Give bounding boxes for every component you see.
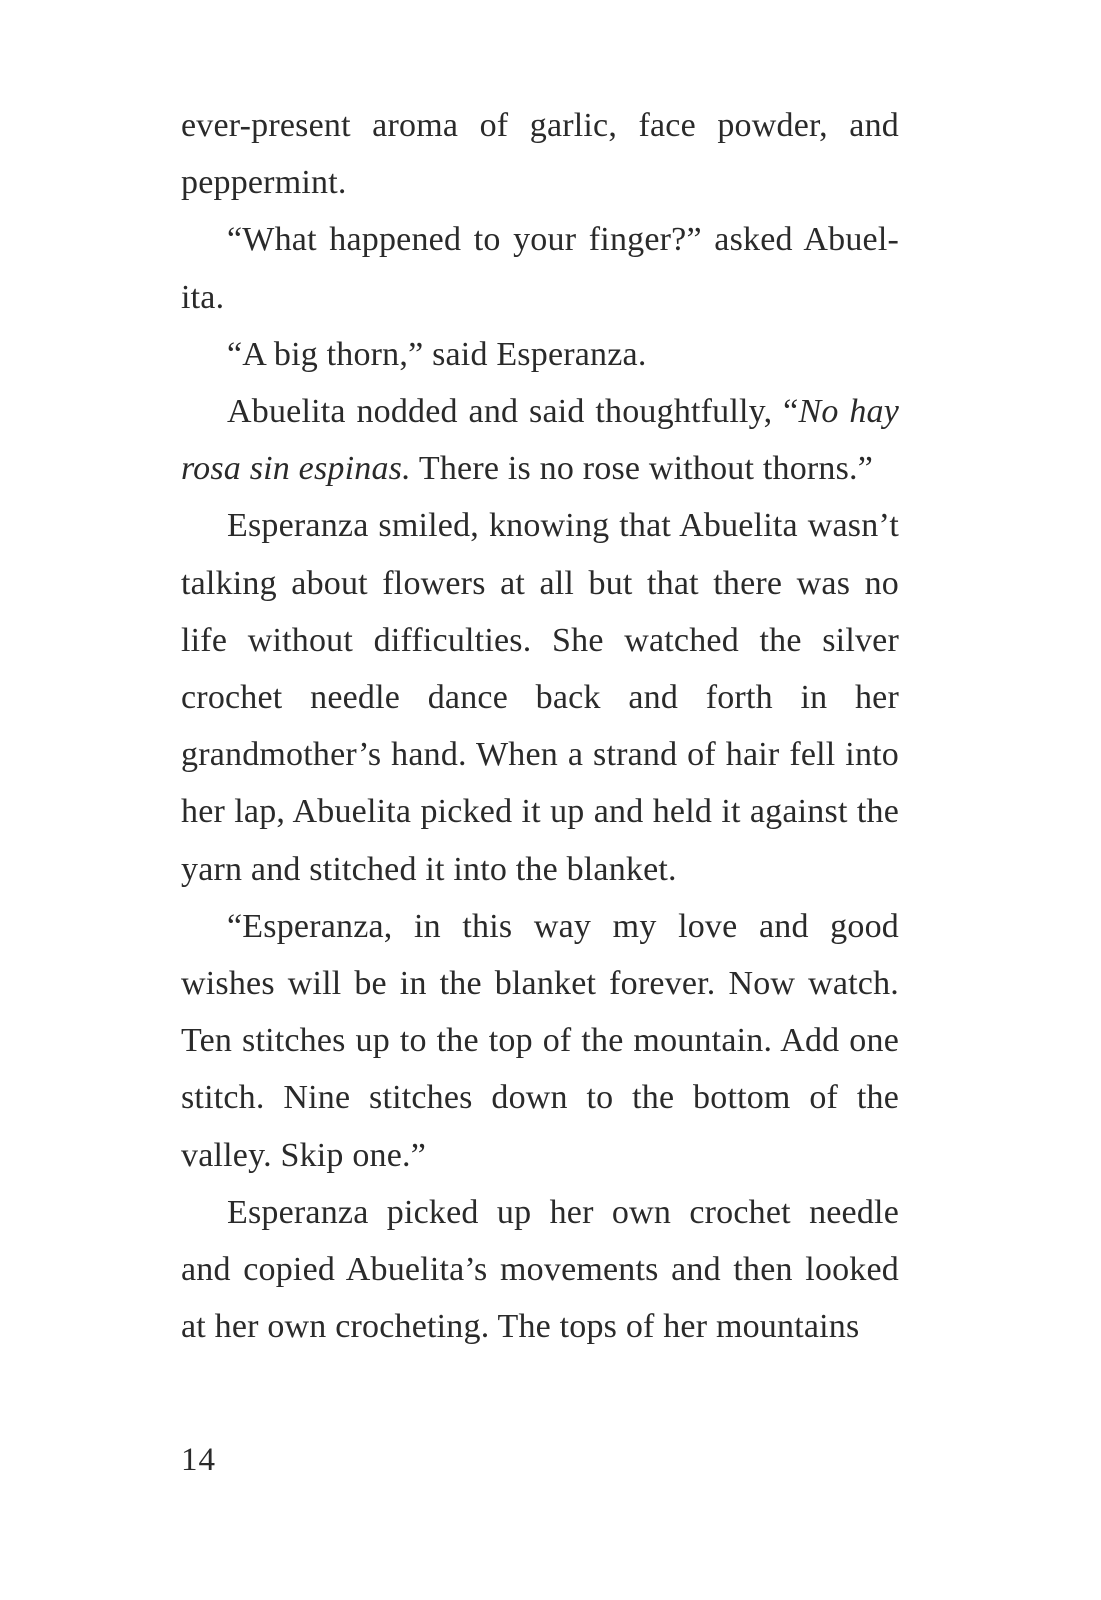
text-segment: Abuelita nodded and said thoughtfully, “ bbox=[227, 393, 799, 431]
paragraph-6 bbox=[181, 898, 899, 1184]
italic-spanish-proverb: No hay rosa sin espinas. bbox=[181, 393, 900, 488]
paragraph-1 bbox=[181, 97, 899, 211]
text-segment: Esperanza smiled, knowing that Abuelita wasn’t talking about flowers at all but that there was no life without difficulties. She watched the silver crochet needle dance back and forth in her grandmother’s hand. When a strand of hair fell into her lap, Abuelita picked it up and held it against the yarn and stitched it into the blanket. bbox=[181, 507, 899, 888]
paragraph-3 bbox=[181, 326, 899, 383]
paragraph-7 bbox=[181, 1184, 899, 1356]
text-segment: ever-present aroma of garlic, face powder, and peppermint. bbox=[181, 107, 899, 202]
paragraph-2 bbox=[181, 211, 899, 325]
body-text bbox=[181, 97, 899, 1355]
text-segment: “What happened to your finger?” asked Abuel-ita. bbox=[181, 221, 899, 316]
paragraph-4 bbox=[181, 383, 899, 497]
text-segment: There is no rose without thorns.” bbox=[410, 450, 874, 488]
text-segment: “A big thorn,” said Esperanza. bbox=[227, 335, 647, 373]
text-segment: Esperanza picked up her own crochet needle and copied Abuelita’s movements and then looked at her own crocheting. The tops of her mountains bbox=[181, 1193, 899, 1346]
text-segment: “Esperanza, in this way my love and good wishes will be in the blanket forever. Now watch. Ten stitches up to the top of the mountain. Add one stitch. Nine stitches down to the bottom of the valley. Skip one.” bbox=[181, 907, 899, 1174]
paragraph-5 bbox=[181, 497, 899, 897]
page-number: 14 bbox=[181, 1442, 216, 1478]
